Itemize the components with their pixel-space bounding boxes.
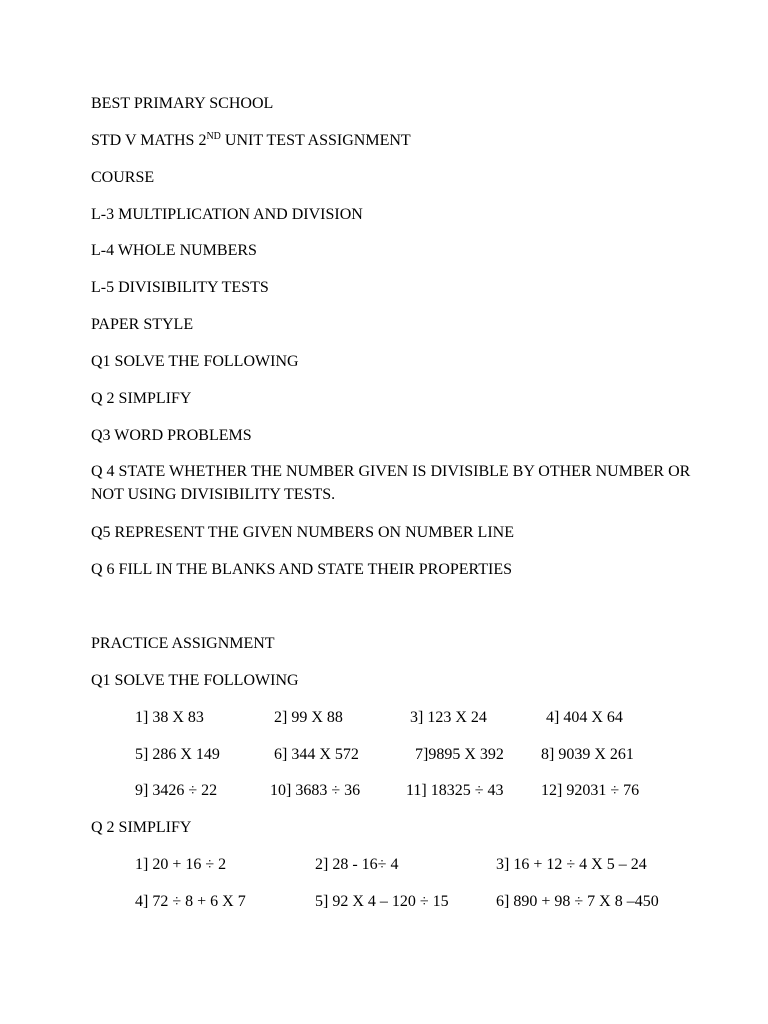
practice-heading: PRACTICE ASSIGNMENT: [91, 635, 275, 652]
school-name: BEST PRIMARY SCHOOL: [91, 95, 274, 112]
q1-problem: 1] 38 X 83: [135, 709, 204, 726]
paper-question: Q 2 SIMPLIFY: [91, 390, 192, 407]
q2-problem: 2] 28 - 16÷ 4: [315, 856, 399, 873]
paper-style-heading: PAPER STYLE: [91, 316, 194, 333]
q1-problem: 9] 3426 ÷ 22: [135, 782, 218, 799]
paper-question: Q 6 FILL IN THE BLANKS AND STATE THEIR PROPERTIES: [91, 561, 513, 578]
q2-problem: 5] 92 X 4 – 120 ÷ 15: [315, 893, 449, 910]
practice-q2-heading: Q 2 SIMPLIFY: [91, 819, 192, 836]
q2-problem: 6] 890 + 98 ÷ 7 X 8 –450: [496, 893, 659, 910]
q2-problem: 4] 72 ÷ 8 + 6 X 7: [135, 893, 246, 910]
title-prefix: STD V MATHS 2: [91, 132, 207, 149]
lesson-item: L-3 MULTIPLICATION AND DIVISION: [91, 206, 363, 223]
paper-question: Q3 WORD PROBLEMS: [91, 427, 252, 444]
q1-problem: 4] 404 X 64: [546, 709, 623, 726]
course-heading: COURSE: [91, 169, 155, 186]
q1-problem: 3] 123 X 24: [410, 709, 487, 726]
q1-problem: 12] 92031 ÷ 76: [541, 782, 640, 799]
lesson-item: L-4 WHOLE NUMBERS: [91, 242, 257, 259]
paper-question: Q1 SOLVE THE FOLLOWING: [91, 353, 299, 370]
q1-problem: 7]9895 X 392: [415, 746, 504, 763]
practice-q1-heading: Q1 SOLVE THE FOLLOWING: [91, 672, 299, 689]
q2-problem: 3] 16 + 12 ÷ 4 X 5 – 24: [496, 856, 647, 873]
q2-problem: 1] 20 + 16 ÷ 2: [135, 856, 227, 873]
q1-problem: 6] 344 X 572: [274, 746, 359, 763]
paper-question: Q 4 STATE WHETHER THE NUMBER GIVEN IS DIVISIBLE BY OTHER NUMBER OR NOT USING DIVISIBILITY TESTS.: [91, 463, 691, 503]
title-superscript: ND: [206, 131, 221, 142]
q1-problem: 2] 99 X 88: [274, 709, 343, 726]
q1-problem: 5] 286 X 149: [135, 746, 220, 763]
assignment-title: [91, 131, 411, 151]
q1-problem: 11] 18325 ÷ 43: [406, 782, 504, 799]
q1-problem: 8] 9039 X 261: [541, 746, 634, 763]
lesson-item: L-5 DIVISIBILITY TESTS: [91, 279, 269, 296]
title-suffix: UNIT TEST ASSIGNMENT: [220, 132, 411, 149]
q1-problem: 10] 3683 ÷ 36: [270, 782, 361, 799]
paper-question: Q5 REPRESENT THE GIVEN NUMBERS ON NUMBER LINE: [91, 524, 514, 541]
